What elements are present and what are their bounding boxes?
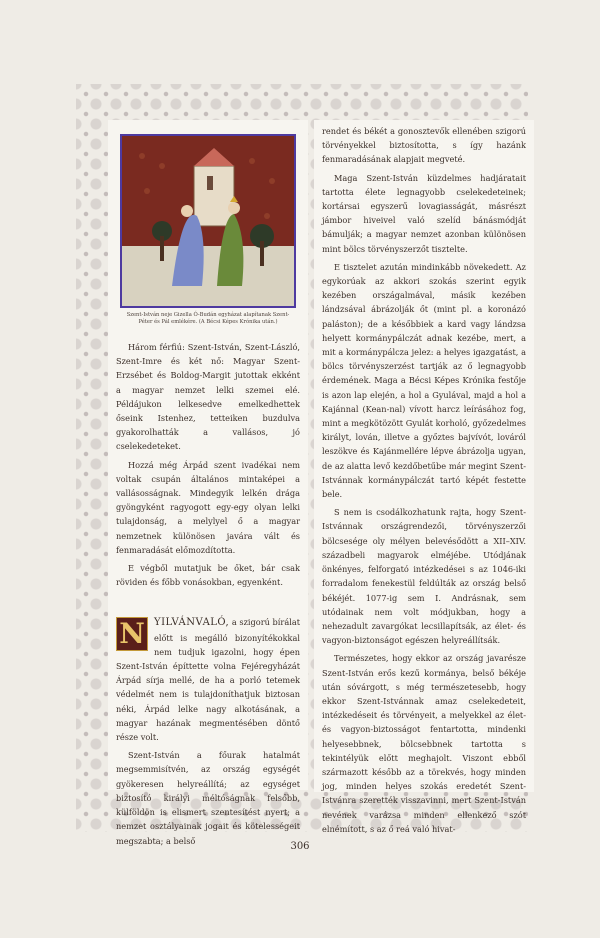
- paragraph: S nem is csodálkozhatunk rajta, hogy Szent-Istvánnak országrendezői, törvényszerzői bölcsesége oly mélyen belevésődött a XII–XIV. századbeli magyarok elméjébe. Utódjának önkényes, felforgató intézkedései s az 1046-iki forradalom fenekestül feldúlták az ország belső békéjét. 1077-ig sem I. Andrásnak, sem utódainak nem volt módjukban, hogy a nehezadult zavargókat lecsillapítsák, az élet- és vagyon-biztonságot egészen helyreállítsák.: [322, 507, 526, 646]
- paragraph: Maga Szent-István küzdelmes hadjáratait tartotta élete legnagyobb cselekedeteinek; kortársai egyszerű lovagiasságát, másrészt jámbor hiveivel való szelíd bánásmódját bámulják; a magyar nemzet azonban különösen mint bölcs törvényszerzőt tisztelte.: [322, 172, 526, 254]
- lead-word: YILVÁNVALÓ,: [154, 617, 230, 629]
- illustration-caption: Szent-István neje Gizella Ó-Budán egyházat alapítanak Szent-Péter és Pál emlékére. (A Bécsi Képes Krónika után.): [126, 312, 290, 325]
- right-column: [314, 120, 534, 834]
- left-column: [108, 120, 308, 846]
- paragraph: Természetes, hogy ekkor az ország javarésze Szent-István erős kezű kormánya, belső békéje után sóvárgott, s még természetesebb, hogy ekkor Szent-Istvánnak amaz cselekedeteit, intézkedéseit és törvényeit, a melyekkel az élet- és vagyon-biztosságot fentartotta, mindenki helyesebbnek, bölcsebbnek tartotta s tekintélyük előtt meghajolt. Viszont ebből származott később az a törekvés, hogy minden jog, minden helyes szokás eredetét Szent-Istvánra szerették visszavinni, mert Szent-István nevének varázsa minden ellenkező szót elnémított, s az ő reá való hivat-: [322, 653, 526, 834]
- lead-text: a szigorú bírálat előtt is megálló bizonyítékokkal nem tudjuk igazolni, hogy épen Szent-István építtette volna Fejéregyházát Árpád sírja mellé, de ha a porló tetemek védelmét nem is tulajdoníthatjuk biztosan néki, Árpád lelke nagy alkotásának, a magyar hazának megmentésében döntő része volt.: [116, 617, 300, 743]
- paragraph: Szent-István a főurak hatalmát megsemmisítvén, az ország egységét gyökeresen helyreállítá; az egységet biztosító királyi méltóságnak felsőbb, külföldön is elismert szentesítést nyert; a nemzet osztályainak jogait és kötelességeit megszabta; a belső: [116, 750, 300, 846]
- page-number: 306: [290, 841, 310, 852]
- dropcap-initial: N: [116, 617, 148, 651]
- miniature-illustration: [120, 134, 296, 308]
- lead-paragraph: [116, 615, 300, 744]
- left-body-text: [116, 340, 300, 848]
- paragraph: Három férfiú: Szent-István, Szent-László, Szent-Imre és két nő: Magyar Szent-Erzsébet és Boldog-Margit jutottak ekként a magyar nemzet lelki szemei elé. Példájukon lelkesedve emelkedhettek őseink Istenhez, tetteiken buzdulva gyakorolhatták a vallásos, jó cselekedeteket.: [116, 342, 300, 452]
- church-founding-painting: [122, 136, 294, 306]
- paragraph: E tisztelet azután mindinkább növekedett. Az egykorúak az akkori szokás szerint egyik kezében országalmával, másik kezében lándzsával ábrázolják őt (mint pl. a koronázó paláston); de a későbbiek a kard vagy lándzsa helyett kormánypálczát adnak kezébe, mert, a mit a kormánypálcza jelez: a helyes igazgatást, a bölcs törvényszerzést tartják az ő legnagyobb érdemének. Maga a Bécsi Képes Krónika festője is azon lap elején, a hol a Gyulával, majd a hol a Kajánnal (Kean-nal) vívott harcz leírásához fog, mint a megkötözött Gyulát korholó, győzedelmes királyt, lován, illetve a győztes bajvívót, lováról leszökve és Kajánmellére lépve ábrázolja ugyan, de az alatta levő kezdőbetűbe már megint Szent-Istvánnak kormánypálczát tartó képét festette bele.: [322, 261, 526, 500]
- paragraph: E végből mutatjuk be őket, bár csak röviden és főbb vonásokban, egyenként.: [116, 563, 300, 588]
- paragraph: rendet és békét a gonosztevők ellenében szigorú törvényekkel biztosította, s így hazánk fenmaradásának alapjait megveté.: [322, 126, 526, 165]
- right-body-text: [322, 124, 526, 836]
- paragraph: Hozzá még Árpád szent ivadékai nem voltak csupán általános mintaképei a vallásosságnak. Mindegyik lelkén drága gyöngyként ragyogott egy-egy olyan lelki tulajdonság, a melylyel ő a magyar nemzetnek különösen javára vált és fenmaradását előmozdította.: [116, 459, 300, 555]
